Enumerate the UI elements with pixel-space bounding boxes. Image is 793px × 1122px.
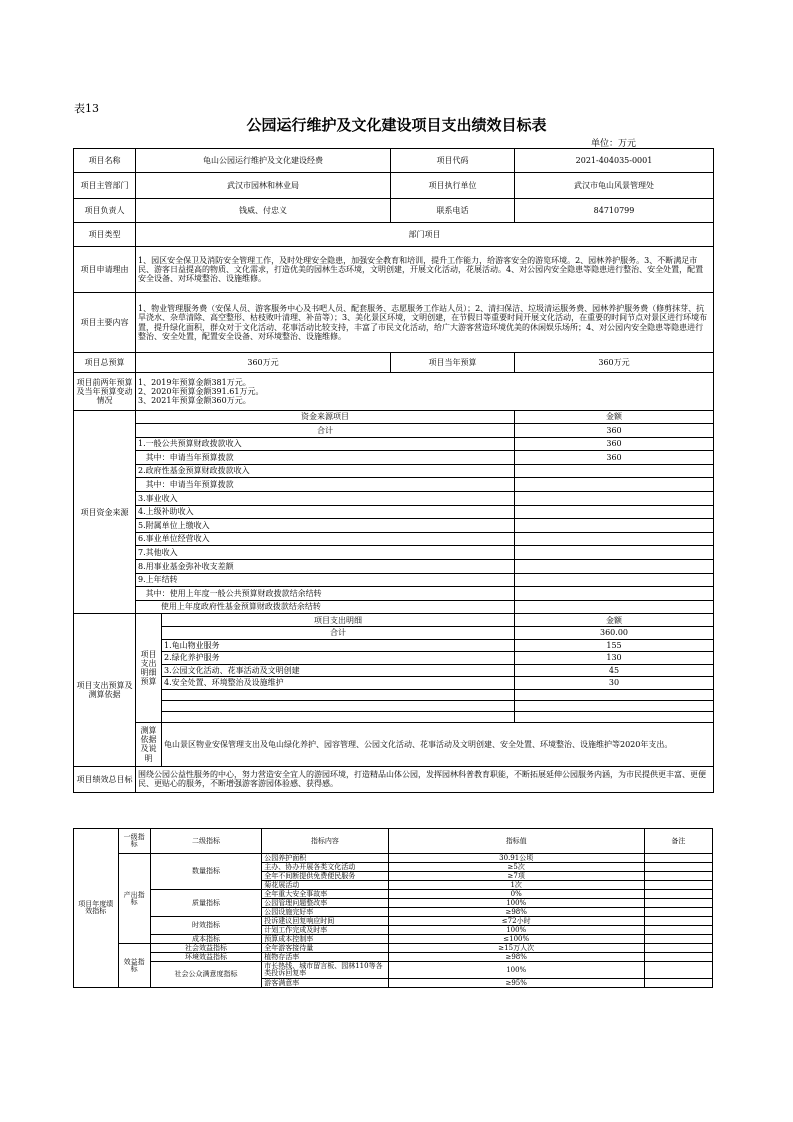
perf-row [74,944,713,953]
spend-amount: 130 [515,652,714,665]
funds-row [74,532,714,546]
spend-item [162,711,515,722]
row-reason [74,247,714,293]
funds-row [74,519,714,533]
indicator-value: 100% [388,962,644,979]
spend-row [74,689,714,700]
perf-row [74,935,713,944]
project-code: 2021-404035-0001 [515,149,714,173]
funds-row [74,600,714,614]
table-number: 表13 [74,102,99,115]
indicator-value: ≥98% [388,908,644,917]
label-lead: 项目负责人 [74,199,136,223]
goal-text: 围绕公园公益性服务的中心，努力营造安全宜人的游园环境，打造精品山体公园，发挥园林科普教育职能，不断拓展延伸公园服务内涵，为市民提供更丰富、更便民、更贴心的服务，不断增强游客游园体验感、获得感。 [136,766,714,792]
label-time-indicators: 时效指标 [150,917,261,935]
basis-text: 龟山景区物业安保管理支出及龟山绿化养护、园容管理、公园文化活动、花事活动及文明创建、安全处置、环境整治、设施维护等2020年支出。 [162,722,714,766]
indicator-content: 游客满意率 [262,979,388,988]
content-text: 1、物业管理服务费（安保人员、游客服务中心及书吧人员、配套服务、志愿服务工作站人员）；2、清扫保洁、垃圾清运服务费、园林养护服务费（修剪抹芽、抗旱浇水、杂草清除、高空整形、枯枝败叶清理、补苗等）；3、美化景区环境，文明创建，在节假日等重要时间开展文化活动，在重要的时间节点对景区进行环境布置，提升绿化面积，群众对于文化活动、花事活动比较支持，丰富了市民文化活动，给广大游客营造环境优美的休闲娱乐场所；4、对公园内安全隐患等隐患进行整治、安全处置，配置安全设备、对环境整治、设施维修。 [136,293,714,353]
indicator-content: 菊花展活动 [262,881,388,890]
label-output-indicators: 产出指标 [118,854,150,944]
funds-item: 其中：申请当年预算拨款 [136,451,515,465]
label-phone: 联系电话 [391,199,515,223]
spend-item: 1.龟山物业服务 [162,639,515,652]
indicator-value: ≥5次 [388,863,644,872]
current-budget: 360万元 [515,353,714,373]
spend-row [74,652,714,665]
spend-header-amount: 金额 [515,614,714,627]
funds-amount: 360 [515,451,714,465]
indicator-value: ≥95% [388,979,644,988]
spend-amount: 30 [515,677,714,690]
unit-label: 单位：万元 [591,139,637,149]
funds-header-row [74,411,714,424]
spend-item: 3.公园文化活动、花事活动及文明创建 [162,664,515,677]
spend-amount: 45 [515,664,714,677]
spend-amount [515,689,714,700]
row-type [74,223,714,247]
spend-row [74,700,714,711]
funds-amount [515,491,714,505]
indicator-value: ≥7项 [388,872,644,881]
spend-item [162,700,515,711]
project-info-table [73,148,714,793]
label-change: 项目前两年预算及当年预算变动情况 [74,373,136,411]
perf-header-value: 指标值 [388,829,644,854]
funds-header-item: 资金来源项目 [136,411,515,424]
indicator-remark [644,944,712,953]
indicator-remark [644,926,712,935]
label-project-name: 项目名称 [74,149,136,173]
indicator-content: 市长热线、城市留言板、园林110等各类投诉回复率 [262,962,388,979]
label-exec-unit: 项目执行单位 [391,173,515,199]
perf-row [74,953,713,962]
indicator-content: 公园设施完好率 [262,908,388,917]
indicator-content: 预算成本控制率 [262,935,388,944]
indicator-content: 公园养护面积 [262,854,388,863]
label-sat-indicators: 社会公众满意度指标 [150,962,261,988]
total-budget: 360万元 [136,353,391,373]
indicator-value: 30.91公顷 [388,854,644,863]
spend-row [74,627,714,640]
change-line: 3、2021年预算金额360万元。 [138,396,251,406]
spend-row [74,677,714,690]
funds-item: 其中：使用上年度一般公共预算财政拨款结余结转 [136,587,515,601]
spend-amount [515,700,714,711]
funds-item: 9.上年结转 [136,573,515,587]
indicator-value: 100% [388,926,644,935]
indicator-remark [644,953,712,962]
indicator-content: 全年不间断提供免费便民服务 [262,872,388,881]
funds-row [74,587,714,601]
funds-row [74,424,714,438]
row-lead [74,199,714,223]
funds-amount: 360 [515,424,714,438]
funds-item: 3.事业收入 [136,491,515,505]
indicator-remark [644,935,712,944]
funds-amount: 360 [515,437,714,451]
label-reason: 项目申请理由 [74,247,136,293]
indicator-content: 公园管理问题整改率 [262,899,388,908]
change-line: 2、2020年预算金额391.61万元。 [138,386,264,396]
funds-amount [515,532,714,546]
funds-item: 2.政府性基金预算财政拨款收入 [136,464,515,478]
row-dept [74,173,714,199]
performance-table [73,828,713,988]
label-project-code: 项目代码 [391,149,515,173]
row-change [74,373,714,411]
label-funds: 项目资金来源 [74,411,136,614]
indicator-content: 计划工作完成及时率 [262,926,388,935]
funds-item: 使用上年度政府性基金预算财政拨款结余结转 [136,600,515,614]
funds-item: 4.上级补助收入 [136,505,515,519]
spend-header-item: 项目支出明细 [162,614,515,627]
indicator-remark [644,881,712,890]
spend-header-row [74,614,714,627]
lead: 钱威、付忠义 [136,199,391,223]
spend-item: 合计 [162,627,515,640]
perf-header-level2: 二级指标 [150,829,261,854]
change-text [136,373,714,411]
label-goal: 项目绩效总目标 [74,766,136,792]
row-goal [74,766,714,792]
funds-amount [515,505,714,519]
spend-item: 2.绿化养护服务 [162,652,515,665]
indicator-content: 全年游客接待量 [262,944,388,953]
spend-section [74,614,714,767]
indicator-remark [644,899,712,908]
spend-basis-row [74,722,714,766]
funds-item: 5.附属单位上缴收入 [136,519,515,533]
label-content: 项目主要内容 [74,293,136,353]
funds-item: 6.事业单位经营收入 [136,532,515,546]
row-project-name [74,149,714,173]
indicator-value: ≤100% [388,935,644,944]
indicator-remark [644,908,712,917]
funds-row [74,573,714,587]
spend-row [74,664,714,677]
label-basis: 测算依据及说明 [136,722,162,766]
indicator-remark [644,962,712,979]
perf-header-row [74,829,713,854]
label-env-indicators: 环境效益指标 [150,953,261,962]
indicator-value: 1次 [388,881,644,890]
phone: 84710799 [515,199,714,223]
funds-amount [515,546,714,560]
funds-row [74,451,714,465]
spend-row [74,639,714,652]
funds-row [74,437,714,451]
label-qty-indicators: 数量指标 [150,854,261,890]
perf-header-level1: 一级指标 [118,829,150,854]
funds-row [74,546,714,560]
funds-item: 1.一般公共预算财政拨款收入 [136,437,515,451]
label-dept: 项目主管部门 [74,173,136,199]
label-spend-detail: 项目支出明细预算 [136,614,162,723]
funds-item: 7.其他收入 [136,546,515,560]
project-type: 部门项目 [136,223,714,247]
indicator-remark [644,863,712,872]
spend-amount: 155 [515,639,714,652]
spend-row [74,711,714,722]
perf-header-content: 指标内容 [262,829,388,854]
funds-amount [515,600,714,614]
funds-item: 合计 [136,424,515,438]
indicator-remark [644,917,712,926]
perf-row [74,890,713,899]
indicator-value: 0% [388,890,644,899]
label-spend: 项目支出预算及测算依据 [74,614,136,767]
indicator-value: 100% [388,899,644,908]
funds-amount [515,573,714,587]
indicator-remark [644,854,712,863]
funds-amount [515,464,714,478]
funds-amount [515,478,714,492]
indicator-value: ≥15万人次 [388,944,644,953]
label-budget: 项目总预算 [74,353,136,373]
reason-text: 1、园区安全保卫及消防安全管理工作，及时处理安全隐患，加强安全教育和培训，提升工作能力，给游客安全的游览环境。2、园林养护服务。3、不断满足市民、游客日益提高的物质、文化需求，打造优美的园林生态环境，文明创建，开展文化活动，花展活动。4、对公园内安全隐患等隐患进行整治、安全处置，配置安全设备、对环境整治、设施维修。 [136,247,714,293]
indicator-content: 全年重大安全事故率 [262,890,388,899]
funds-item: 8.用事业基金弥补收支差额 [136,559,515,573]
label-current-budget: 项目当年预算 [391,353,515,373]
indicator-value: ≥98% [388,953,644,962]
funds-item: 其中：申请当年预算拨款 [136,478,515,492]
funds-header-amount: 金额 [515,411,714,424]
row-budget [74,353,714,373]
indicator-content: 投诉建议回复响应时间 [262,917,388,926]
funds-amount [515,519,714,533]
funds-row [74,505,714,519]
perf-row [74,962,713,979]
page-title: 公园运行维护及文化建设项目支出绩效目标表 [246,116,547,134]
funds-row [74,478,714,492]
funds-amount [515,587,714,601]
label-benefit-indicators: 效益指标 [118,944,150,988]
funds-section [74,411,714,614]
label-perf: 项目年度绩效指标 [74,829,119,988]
dept: 武汉市园林和林业局 [136,173,391,199]
funds-row [74,491,714,505]
spend-item: 4.安全处置、环境整治及设施维护 [162,677,515,690]
change-line: 1、2019年预算金额381万元。 [138,377,251,387]
project-name: 龟山公园运行维护及文化建设经费 [136,149,391,173]
funds-row [74,559,714,573]
indicator-remark [644,890,712,899]
spend-amount [515,711,714,722]
spend-item [162,689,515,700]
perf-row [74,854,713,863]
indicator-remark [644,872,712,881]
indicator-remark [644,979,712,988]
label-cost-indicators: 成本指标 [150,935,261,944]
funds-amount [515,559,714,573]
indicator-value: ≤72小时 [388,917,644,926]
perf-row [74,917,713,926]
indicator-content: 植物存活率 [262,953,388,962]
funds-row [74,464,714,478]
label-type: 项目类型 [74,223,136,247]
exec-unit: 武汉市龟山风景管理处 [515,173,714,199]
indicator-content: 主办、协办开展各类文化活动 [262,863,388,872]
label-soc-indicators: 社会效益指标 [150,944,261,953]
row-content [74,293,714,353]
perf-header-remark: 备注 [644,829,712,854]
spend-amount: 360.00 [515,627,714,640]
label-qua-indicators: 质量指标 [150,890,261,917]
